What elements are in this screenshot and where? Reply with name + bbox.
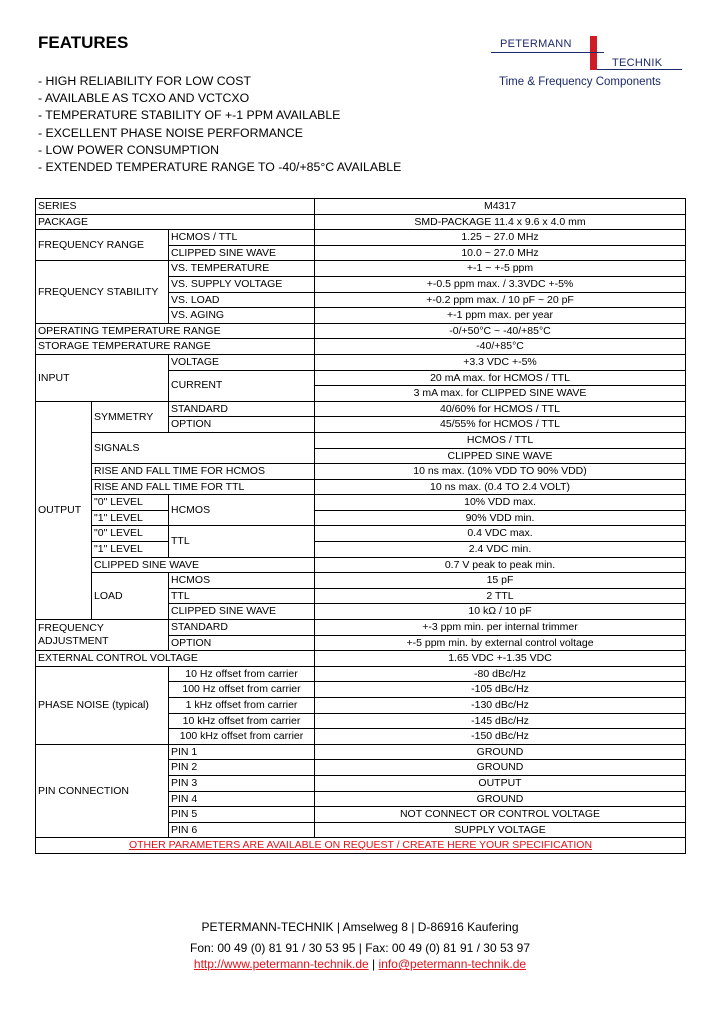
row-sublabel: VOLTAGE: [169, 354, 315, 370]
row-value: +-5 ppm min. by external control voltage: [315, 635, 686, 651]
row-label: OPERATING TEMPERATURE RANGE: [36, 323, 315, 339]
feature-item: - LOW POWER CONSUMPTION: [38, 142, 220, 157]
table-row: [36, 510, 686, 526]
table-row: [36, 339, 686, 355]
row-sublabel: 10 Hz offset from carrier: [169, 666, 315, 682]
row-sublabel: "1" LEVEL: [92, 510, 169, 526]
footer-phone: Fon: 00 49 (0) 81 91 / 30 53 95 | Fax: 00 49 (0) 81 91 / 30 53 97: [189, 941, 530, 955]
row-sublabel: "1" LEVEL: [92, 542, 169, 558]
row-value: 45/55% for HCMOS / TTL: [315, 417, 686, 433]
row-sublabel: PIN 5: [169, 807, 315, 823]
row-label: FREQUENCY STABILITY: [36, 261, 169, 323]
logo-red-bar: [590, 36, 597, 70]
row-value: SUPPLY VOLTAGE: [315, 822, 686, 838]
row-value: GROUND: [315, 760, 686, 776]
table-row: [36, 479, 686, 495]
row-label: PHASE NOISE (typical): [36, 666, 169, 744]
feature-item: - EXCELLENT PHASE NOISE PERFORMANCE: [38, 125, 303, 140]
row-value: -105 dBc/Hz: [315, 682, 686, 698]
row-sublabel: HCMOS / TTL: [169, 230, 315, 246]
row-sublabel: PIN 3: [169, 775, 315, 791]
row-sublabel: PIN 6: [169, 822, 315, 838]
row-sublabel: 1 kHz offset from carrier: [169, 698, 315, 714]
row-value: 90% VDD min.: [315, 510, 686, 526]
logo-word-petermann: PETERMANN: [500, 38, 572, 50]
row-sublabel: TTL: [169, 526, 315, 557]
row-value: SMD-PACKAGE 11.4 x 9.6 x 4.0 mm: [315, 214, 686, 230]
row-value: OUTPUT: [315, 775, 686, 791]
row-value: +3.3 VDC +-5%: [315, 354, 686, 370]
row-sublabel: 100 Hz offset from carrier: [169, 682, 315, 698]
row-value: 1.25 ~ 27.0 MHz: [315, 230, 686, 246]
row-label: PACKAGE: [36, 214, 315, 230]
row-sublabel: CLIPPED SINE WAVE: [169, 604, 315, 620]
table-row: [36, 495, 686, 511]
row-label: OUTPUT: [36, 401, 92, 619]
table-row: [36, 230, 686, 246]
row-value: 10 kΩ / 10 pF: [315, 604, 686, 620]
row-value: 20 mA max. for HCMOS / TTL: [315, 370, 686, 386]
email-link[interactable]: info@petermann-technik.de: [378, 957, 527, 971]
feature-item: - TEMPERATURE STABILITY OF +-1 PPM AVAILABLE: [38, 108, 341, 123]
row-value: NOT CONNECT OR CONTROL VOLTAGE: [315, 807, 686, 823]
feature-item: - EXTENDED TEMPERATURE RANGE TO -40/+85°C AVAILABLE: [38, 159, 402, 174]
table-row: [36, 557, 686, 573]
company-logo: [491, 36, 683, 92]
row-sublabel: CLIPPED SINE WAVE: [169, 245, 315, 261]
row-sublabel: CURRENT: [169, 370, 315, 401]
row-value: +-3 ppm min. per internal trimmer: [315, 620, 686, 636]
row-value: 15 pF: [315, 573, 686, 589]
table-row: [36, 354, 686, 370]
row-sublabel: 100 kHz offset from carrier: [169, 729, 315, 745]
table-row: [36, 323, 686, 339]
row-label: INPUT: [36, 354, 169, 401]
row-label: PIN CONNECTION: [36, 744, 169, 838]
logo-word-technik: TECHNIK: [612, 57, 663, 69]
request-link[interactable]: OTHER PARAMETERS ARE AVAILABLE ON REQUEST / CREATE HERE YOUR SPECIFICATION: [36, 838, 686, 854]
row-value: -145 dBc/Hz: [315, 713, 686, 729]
row-label: [36, 620, 169, 651]
row-value: M4317: [315, 199, 686, 215]
row-sublabel: 10 kHz offset from carrier: [169, 713, 315, 729]
row-sublabel: VS. TEMPERATURE: [169, 261, 315, 277]
table-row: [36, 464, 686, 480]
row-sublabel: SIGNALS: [92, 432, 315, 463]
row-value: 0.4 VDC max.: [315, 526, 686, 542]
row-value: -0/+50°C ~ -40/+85°C: [315, 323, 686, 339]
row-value: 40/60% for HCMOS / TTL: [315, 401, 686, 417]
row-sublabel: HCMOS: [169, 495, 315, 526]
page-title: FEATURES: [38, 33, 129, 52]
row-value: 10.0 ~ 27.0 MHz: [315, 245, 686, 261]
row-value: -130 dBc/Hz: [315, 698, 686, 714]
row-sublabel: STANDARD: [169, 620, 315, 636]
row-value: CLIPPED SINE WAVE: [315, 448, 686, 464]
row-sublabel: OPTION: [169, 417, 315, 433]
features-list: [38, 73, 401, 176]
website-link[interactable]: http://www.petermann-technik.de: [193, 957, 369, 971]
row-sublabel: PIN 2: [169, 760, 315, 776]
row-value: +-1 ~ +-5 ppm: [315, 261, 686, 277]
table-row: [36, 432, 686, 448]
logo-rule-top: [491, 52, 604, 53]
table-row: [36, 838, 686, 854]
table-row: [36, 199, 686, 215]
row-sublabel: RISE AND FALL TIME FOR TTL: [92, 479, 315, 495]
table-row: [36, 666, 686, 682]
row-sublabel: VS. SUPPLY VOLTAGE: [169, 276, 315, 292]
row-sublabel: HCMOS: [169, 573, 315, 589]
table-row: [36, 542, 686, 558]
row-value: -40/+85°C: [315, 339, 686, 355]
spec-table: [35, 198, 686, 854]
row-value: 10 ns max. (0.4 TO 2.4 VOLT): [315, 479, 686, 495]
row-sublabel: STANDARD: [169, 401, 315, 417]
row-sublabel: "0" LEVEL: [92, 495, 169, 511]
logo-tagline: Time & Frequency Components: [499, 76, 661, 88]
row-value: GROUND: [315, 744, 686, 760]
feature-item: - HIGH RELIABILITY FOR LOW COST: [38, 74, 251, 88]
row-value: 2.4 VDC min.: [315, 542, 686, 558]
row-value: +-0.5 ppm max. / 3.3VDC +-5%: [315, 276, 686, 292]
row-sublabel: PIN 4: [169, 791, 315, 807]
row-sublabel: PIN 1: [169, 744, 315, 760]
row-sublabel: SYMMETRY: [92, 401, 169, 432]
row-label: STORAGE TEMPERATURE RANGE: [36, 339, 315, 355]
freq-adjust-label-line1: FREQUENCY: [38, 622, 104, 635]
freq-adjust-label-line2: ADJUSTMENT: [38, 635, 109, 648]
logo-rule-bottom: [597, 69, 682, 70]
row-sublabel: VS. LOAD: [169, 292, 315, 308]
row-value: HCMOS / TTL: [315, 432, 686, 448]
row-value: 0.7 V peak to peak min.: [315, 557, 686, 573]
row-sublabel: VS. AGING: [169, 308, 315, 324]
row-label: FREQUENCY RANGE: [36, 230, 169, 261]
row-label: EXTERNAL CONTROL VOLTAGE: [36, 651, 315, 667]
table-row: [36, 651, 686, 667]
row-value: 10 ns max. (10% VDD TO 90% VDD): [315, 464, 686, 480]
row-value: +-0.2 ppm max. / 10 pF ~ 20 pF: [315, 292, 686, 308]
row-sublabel: OPTION: [169, 635, 315, 651]
feature-item: - AVAILABLE AS TCXO AND VCTCXO: [38, 91, 250, 106]
row-value: 2 TTL: [315, 588, 686, 604]
row-value: 10% VDD max.: [315, 495, 686, 511]
table-row: [36, 744, 686, 760]
row-sublabel: RISE AND FALL TIME FOR HCMOS: [92, 464, 315, 480]
row-value: -80 dBc/Hz: [315, 666, 686, 682]
row-value: 1.65 VDC +-1.35 VDC: [315, 651, 686, 667]
footer-address: PETERMANN-TECHNIK | Amselweg 8 | D-86916 Kaufering: [201, 920, 519, 934]
row-value: 3 mA max. for CLIPPED SINE WAVE: [315, 386, 686, 402]
row-sublabel: CLIPPED SINE WAVE: [92, 557, 315, 573]
row-sublabel: "0" LEVEL: [92, 526, 169, 542]
table-row: [36, 401, 686, 417]
table-row: [36, 620, 686, 636]
table-row: [36, 214, 686, 230]
row-value: +-1 ppm max. per year: [315, 308, 686, 324]
row-value: GROUND: [315, 791, 686, 807]
row-sublabel: LOAD: [92, 573, 169, 620]
footer-separator: |: [372, 957, 376, 971]
table-row: [36, 261, 686, 277]
table-row: [36, 573, 686, 589]
row-label: SERIES: [36, 199, 315, 215]
footer-links: [0, 957, 720, 971]
table-row: [36, 526, 686, 542]
row-value: -150 dBc/Hz: [315, 729, 686, 745]
row-sublabel: TTL: [169, 588, 315, 604]
